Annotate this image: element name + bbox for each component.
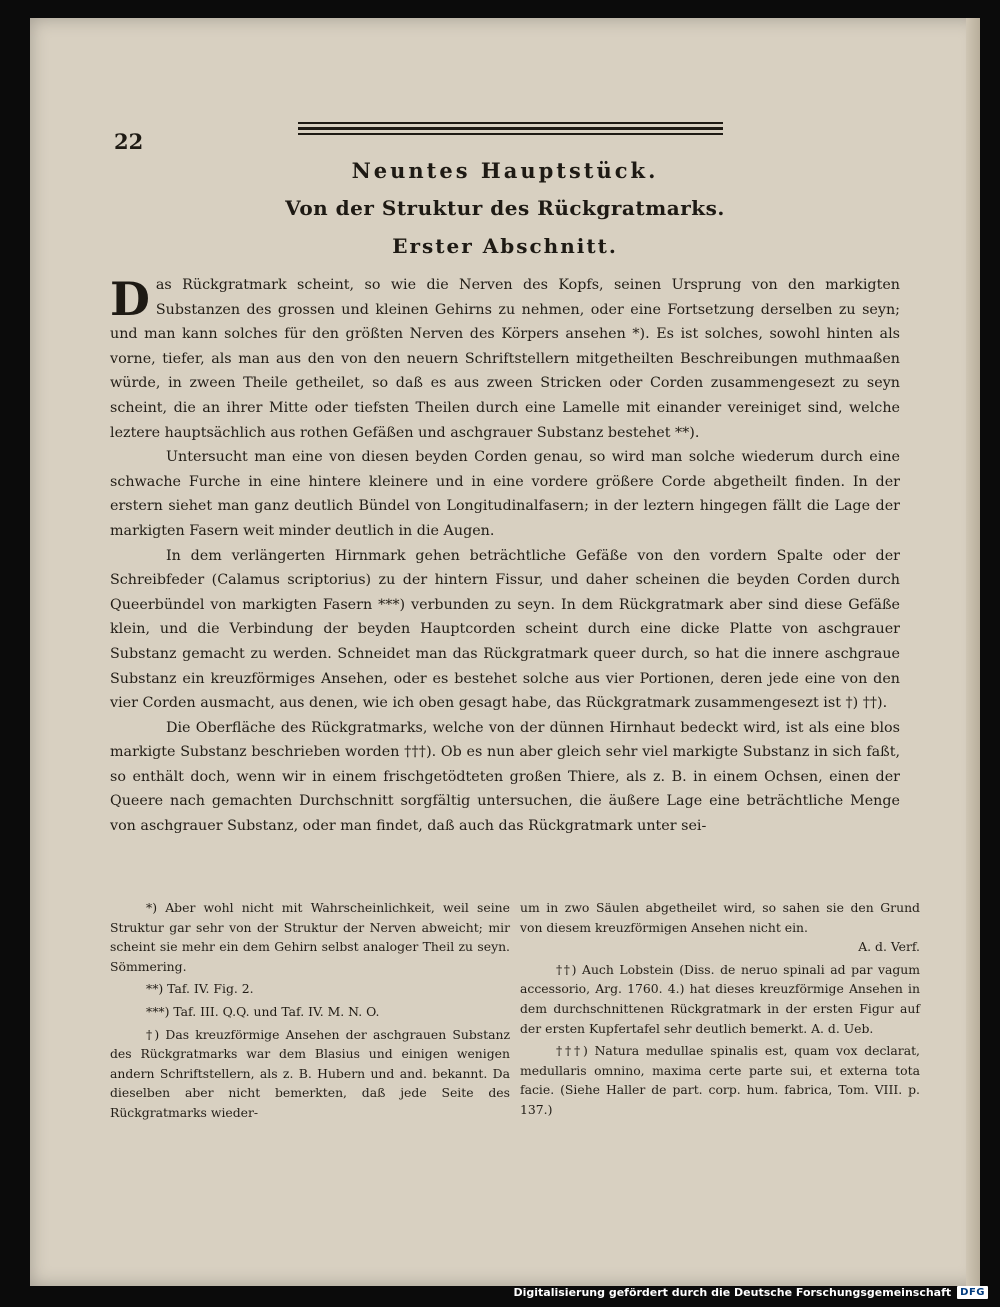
paragraph-2: Untersucht man eine von diesen beyden Corden genau, so wird man solche wiederum durch eine schwache Furche in eine hintere kleinere und in eine vordere größere Corde abgetheilt finden. In der erstern siehet man ganz deutlich Bündel von Longitudinalfasern; in der leztern hingegen fällt die Lage der markigten Fasern weit minder deutlich in die Augen.	[110, 449, 900, 539]
footnotes	[110, 898, 920, 1126]
footnotes-right-column	[520, 898, 920, 1126]
page-edge	[966, 18, 980, 1286]
chapter-title: Neuntes Hauptstück.	[351, 158, 659, 183]
footnote-4: †) Das kreuzförmige Ansehen der aschgrauen Substanz des Rückgratmarks war dem Blasius und einigen wenigen andern Schriftstellern, als z. B. Hubern und and. bekannt. Da dieselben aber nicht bemerkten, daß jede Seite des Rückgratmarks wieder-	[110, 1026, 510, 1120]
paragraph-3: In dem verlängerten Hirnmark gehen beträchtliche Gefäße von den vordern Spalte oder der Schreibfeder (Calamus scriptorius) zu der hintern Fissur, und daher scheinen die beyden Corden durch Queerbündel von markigten Fasern ***) verbunden zu seyn. In dem Rückgratmark aber sind diese Gefäße klein, und die Verbindung der beyden Hauptcorden scheint durch eine dicke Platte von aschgrauer Substanz gemacht zu werden. Schneidet man das Rückgratmark queer durch, so hat die innere aschgraue Substanz ein kreuzförmiges Ansehen, oder es bestehet solche aus vier Portionen, deren jede eine von den vier Corden ausmacht, aus denen, wie ich oben gesagt habe, das Rückgratmark zusammengesezt ist †) ††).	[110, 547, 900, 712]
drop-cap: D	[110, 272, 150, 326]
dfg-logo-icon: DFG	[957, 1286, 988, 1299]
footnote-3: ***) Taf. III. Q.Q. und Taf. IV. M. N. O.	[146, 1003, 380, 1019]
footnote-1: *) Aber wohl nicht mit Wahrscheinlichkeit, weil seine Struktur gar sehr von der Struktur der Nerven abweicht; mir scheint sie mehr ein dem Gehirn selbst analoger Theil zu seyn. Sömmering.	[110, 900, 510, 974]
paragraph-4: Die Oberfläche des Rückgratmarks, welche von der dünnen Hirnhaut bedeckt wird, ist als eine blos markigte Substanz beschrieben worden †††). Ob es nun aber gleich sehr viel markigte Substanz in sich faßt, so enthält doch, wenn wir in einem frischgetödteten großen Thiere, als z. B. in einem Ochsen, einen der Queere nach gemachten Durchschnitt sorgfältig untersuchen, die äußere Lage eine beträchtliche Menge von aschgrauer Substanz, oder man findet, daß auch das Rückgratmark unter sei-	[110, 719, 900, 835]
page-number: 22	[114, 129, 144, 154]
footnote-2: **) Taf. IV. Fig. 2.	[146, 981, 254, 997]
header-rule	[298, 122, 723, 138]
credit-text: Digitalisierung gefördert durch die Deutsche Forschungsgemeinschaft	[513, 1286, 952, 1299]
footnote-5: ††) Auch Lobstein (Diss. de neruo spinali ad par vagum accessorio, Arg. 1760. 4.) hat dieses kreuzförmige Ansehen in dem durchschnittenen Rückgratmark in der ersten Figur auf der ersten Kupfertafel sehr deutlich bemerkt. A. d. Ueb.	[520, 961, 920, 1036]
footnotes-left-column	[110, 898, 510, 1126]
body-text	[110, 273, 900, 839]
footnote-signature: A. d. Verf.	[858, 939, 920, 955]
paragraph-1: Das Rückgratmark scheint, so wie die Nerven des Kopfs, seinen Ursprung von den markigten Substanzen des grossen und kleinen Gehirns zu nehmen, oder eine Fortsetzung derselben zu seyn; und man kann solches für den größten Nerven des Körpers ansehen *). Es ist solches, sowohl hinten als vorne, tiefer, als man aus den von den neuern Schriftstellern mitgetheilten Beschreibungen muthmaaßen würde, in zween Theile getheilet, so daß es aus zween Stricken oder Corden zusammengesezt zu seyn scheint, die an ihrer Mitte oder tiefsten Theilen durch eine Lamelle mit einander vereiniget sind, welche leztere hauptsächlich aus rothen Gefäßen und aschgrauer Substanz bestehet **).	[110, 272, 900, 441]
footnote-6: †††) Natura medullae spinalis est, quam vox declarat, medullaris omnino, maxima certe parte sui, et externa tota facie. (Siehe Haller de part. corp. hum. fabrica, Tom. VIII. p. 137.)	[520, 1043, 920, 1117]
chapter-subtitle: Von der Struktur des Rückgratmarks.	[285, 196, 725, 220]
section-title: Erster Abschnitt.	[392, 234, 618, 258]
footnote-4-continuation: um in zwo Säulen abgetheilet wird, so sahen sie den Grund von diesem kreuzförmigen Ansehen nicht ein. A. d. Verf.	[520, 898, 920, 957]
scanned-page	[30, 18, 980, 1286]
digitization-credit	[513, 1286, 988, 1299]
